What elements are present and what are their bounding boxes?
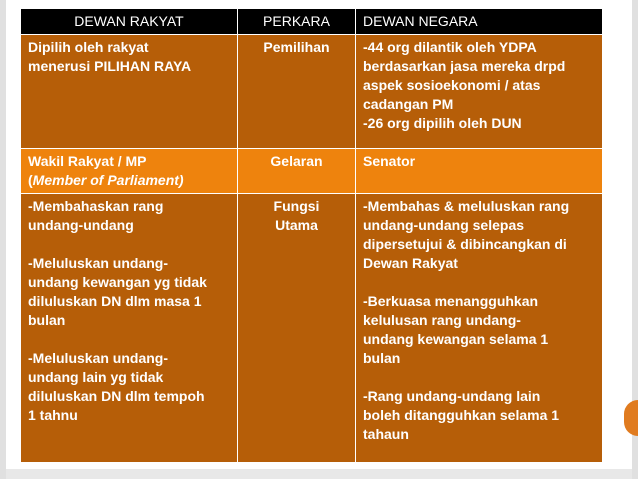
cell-text: Gelaran bbox=[270, 153, 323, 169]
italic-text: Member of Parliament) bbox=[32, 172, 184, 188]
cell-text-italic bbox=[28, 171, 230, 190]
table-row-fungsi bbox=[21, 194, 603, 463]
header-dewan-rakyat: DEWAN RAKYAT bbox=[21, 9, 238, 35]
table-cell bbox=[356, 149, 603, 194]
cell-text: Dipilih oleh rakyat menerusi PILIHAN RAYA bbox=[28, 39, 192, 74]
cell-text: Fungsi Utama bbox=[273, 198, 320, 233]
table-cell bbox=[21, 35, 238, 149]
table-cell bbox=[21, 194, 238, 463]
cell-text: -Membahaskan rang undang-undang -Meluluskan undang- undang kewangan yg tidak diluluskan DN dlm masa 1 bulan -Meluluskan undang- undang lain yg tidak diluluskan DN dlm tempoh 1 tahnu bbox=[28, 198, 207, 423]
table-cell bbox=[356, 194, 603, 463]
comparison-table bbox=[20, 8, 603, 463]
header-dewan-negara: DEWAN NEGARA bbox=[356, 9, 603, 35]
cell-text: Senator bbox=[363, 153, 416, 169]
cell-text: -Membahas & meluluskan rang undang-undang selepas dipersetujui & dibincangkan di Dewan Rakyat -Berkuasa menangguhkan kelulusan rang undang- undang kewangan selama 1 bulan -Rang undang-undang lain boleh ditangguhkan selama 1 tahaun bbox=[363, 198, 570, 442]
table-cell bbox=[21, 149, 238, 194]
table-cell bbox=[238, 35, 356, 149]
cell-text: Wakil Rakyat / MP bbox=[28, 153, 147, 169]
slide-number-marker bbox=[624, 400, 638, 436]
table-cell bbox=[356, 35, 603, 149]
table-cell bbox=[238, 149, 356, 194]
cell-text: -44 org dilantik oleh YDPA berdasarkan jasa mereka drpd aspek sosioekonomi / atas cadangan PM -26 org dipilih oleh DUN bbox=[363, 39, 566, 131]
table-row-pemilihan bbox=[21, 35, 603, 149]
cell-text: Pemilihan bbox=[263, 39, 330, 55]
header-perkara: PERKARA bbox=[238, 9, 356, 35]
table-header-row bbox=[21, 9, 603, 35]
table-row-gelaran bbox=[21, 149, 603, 194]
paren-open: ( bbox=[28, 172, 33, 188]
table-cell bbox=[238, 194, 356, 463]
